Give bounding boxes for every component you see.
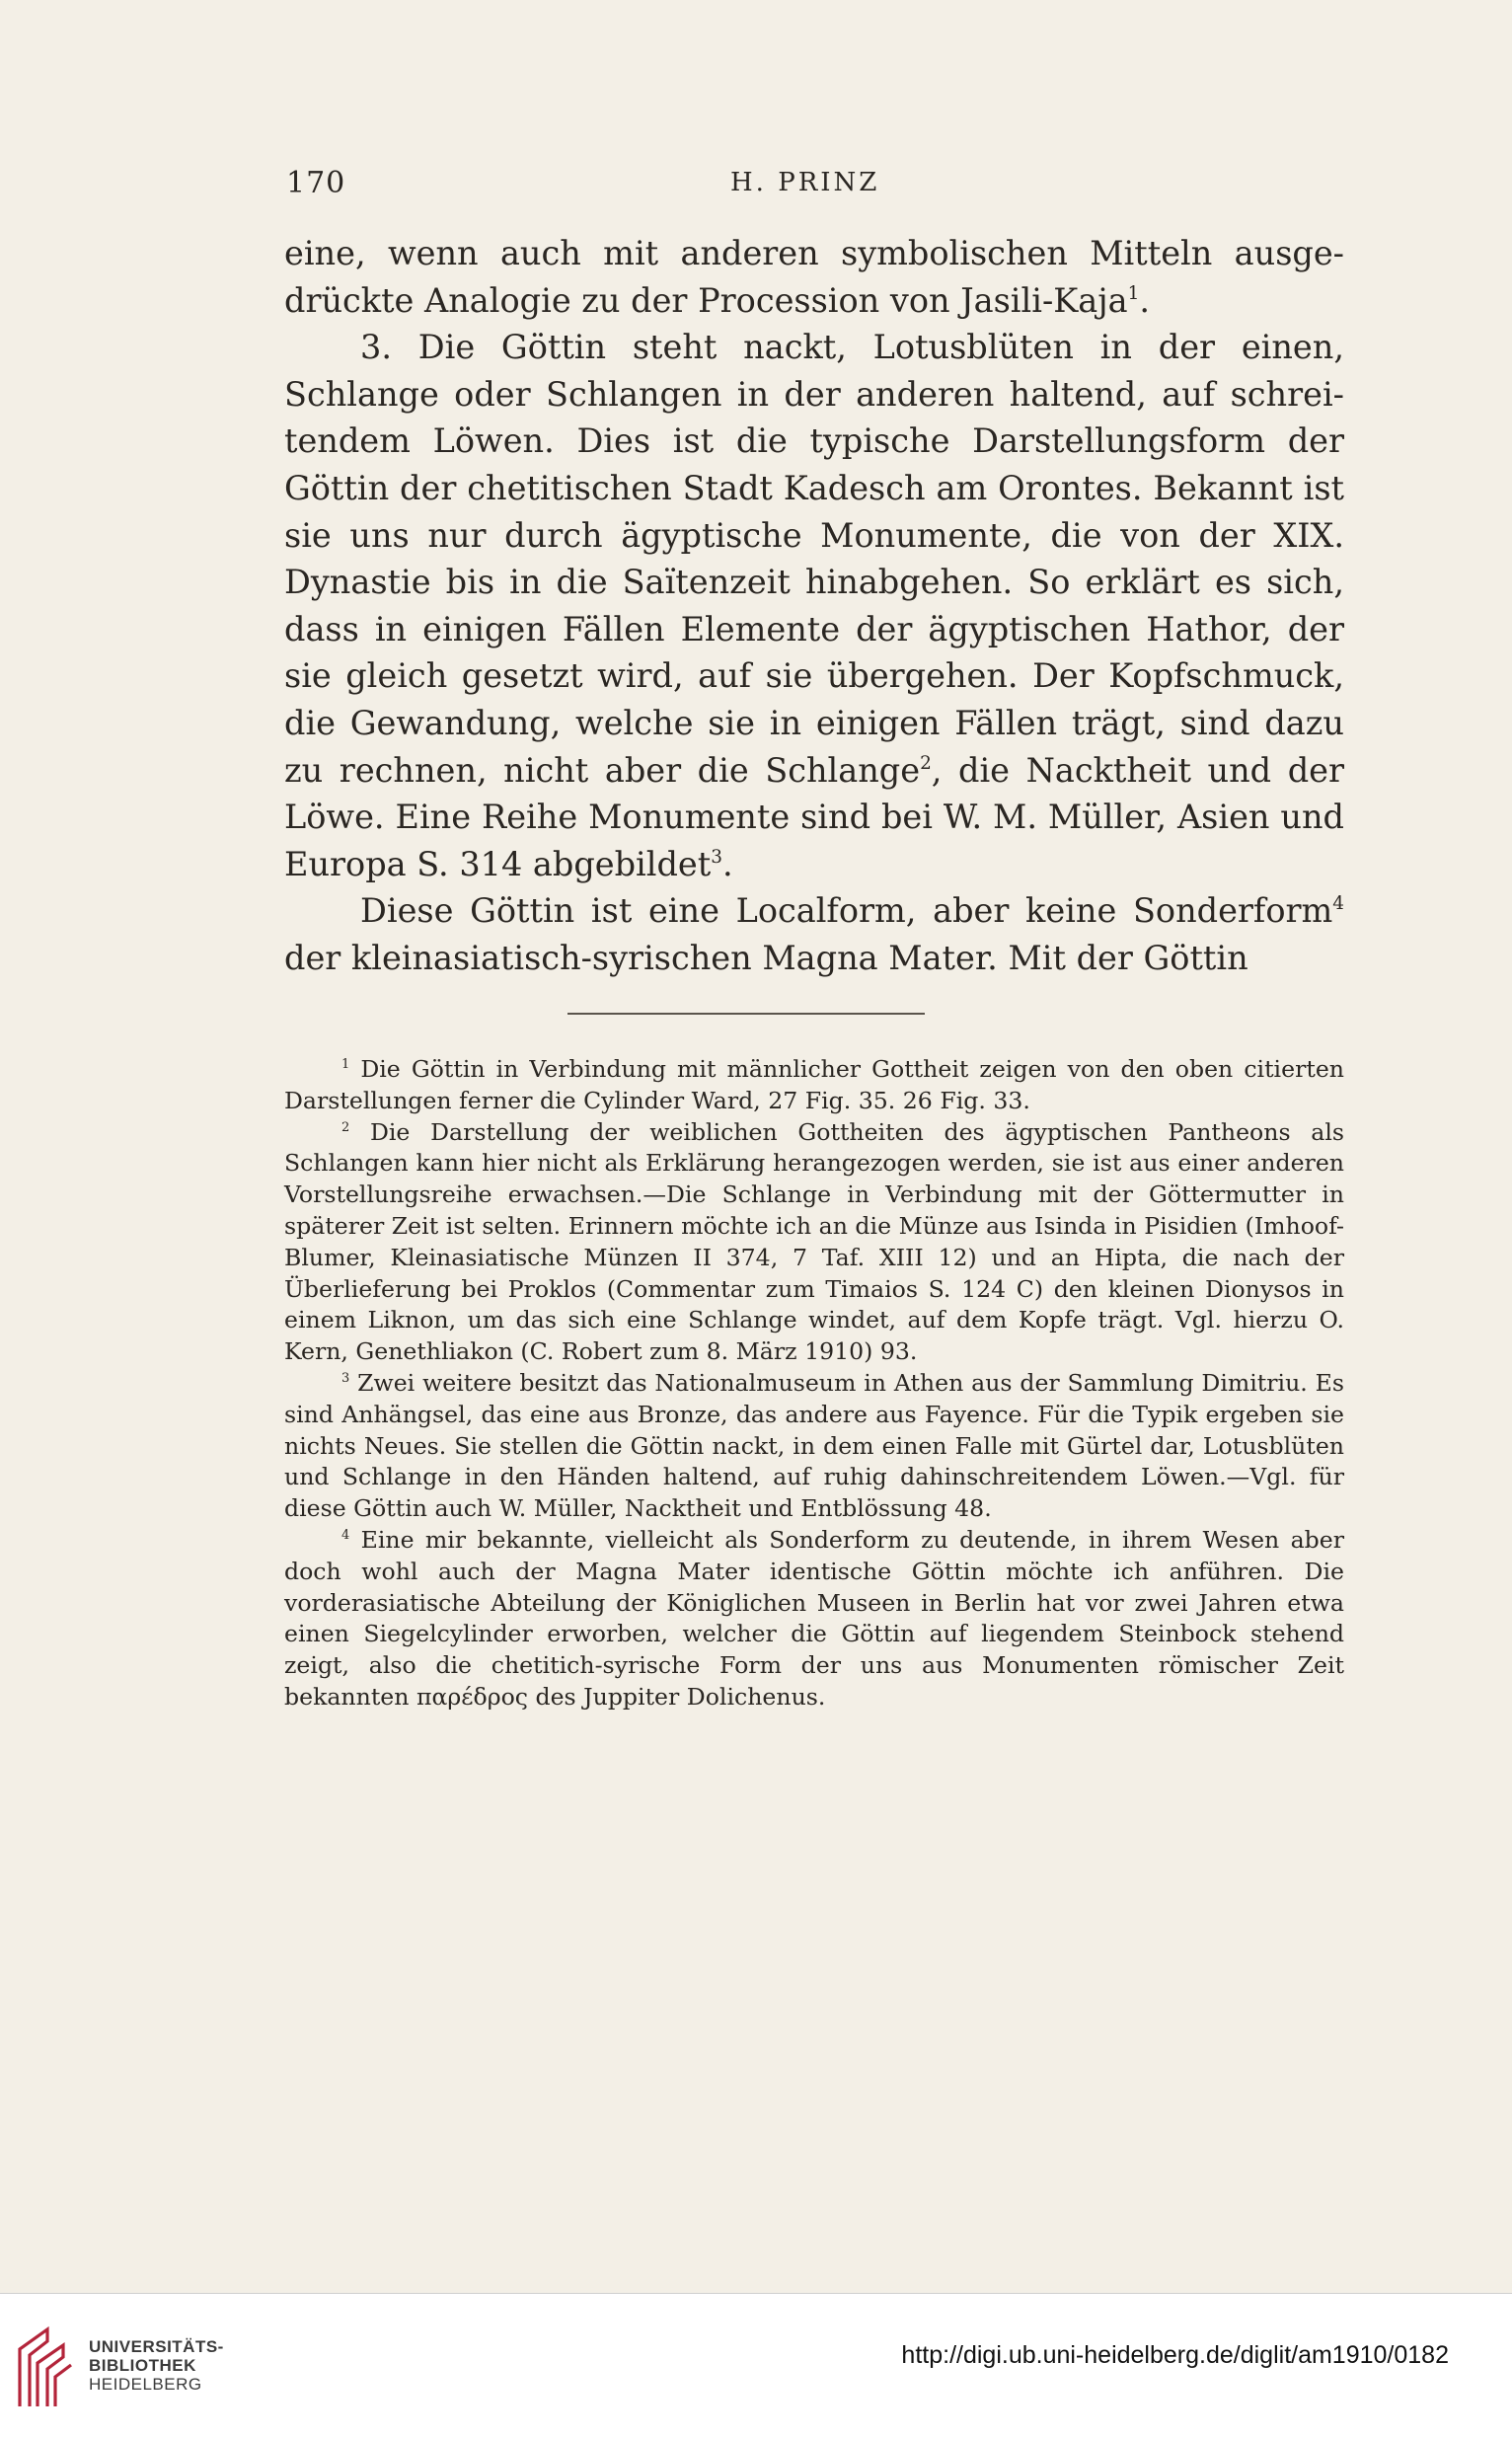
running-head: H. PRINZ — [730, 168, 880, 197]
paragraph-3 — [284, 887, 1344, 981]
footnote-marker: 1 — [341, 1056, 350, 1072]
paragraph-2 — [284, 324, 1344, 887]
footnote-2 — [284, 1117, 1344, 1368]
footnote-marker: 2 — [341, 1119, 350, 1135]
page-header — [286, 166, 1342, 205]
library-name-line: BIBLIOTHEK — [89, 2356, 196, 2375]
footnote-separator — [567, 1013, 925, 1015]
text-run: , die Nacktheit und der Löwe. Eine Reihe Monumente sind bei W. M. Müller, Asien und Europa S. 314 abgebildet — [284, 750, 1344, 883]
footnote-text: Die Darstellung der weiblichen Gottheiten des ägyptischen Pantheons als Schlangen kann hier nicht als Erklärung herangezogen werden, sie ist aus einer anderen Vorstellungsreihe erwachsen.—Die Schlange in Verbindung mit der Göttermutter in späterer Zeit ist selten. Erinnern möchte ich an die Münze aus Isinda in Pisidien (Imhoof-Blumer, Kleinasiatische Münzen II 374, 7 Taf. XIII 12) und an Hipta, die nach der Überlieferung bei Proklos (Commentar zum Timaios S. 124 C) den kleinen Dionysos in einem Liknon, um das sich eine Schlange windet, auf dem Kopfe trägt. Vgl. hierzu O. Kern, Genethliakon (C. Robert zum 8. März 1910) 93. — [284, 1117, 1344, 1366]
footnote-text: Eine mir bekannte, vielleicht als Sonderform zu deutende, in ihrem Wesen aber doch wohl auch der Magna Mater identische Göttin möchte ich anführen. Die vorderasiatische Abteilung der Königlichen Museen in Berlin hat vor zwei Jahren etwa einen Siegelcylinder erworben, welcher die Göttin auf liegendem Steinbock stehend zeigt, also die chetitich-syrische Form der uns aus Monumenten römischer Zeit bekannten παρέδρος des Juppiter Dolichenus. — [284, 1525, 1344, 1711]
viewer-footer — [0, 2293, 1512, 2437]
text-run: . — [721, 844, 733, 883]
library-logo-icon — [14, 2320, 77, 2414]
footnote-reference: 1 — [1127, 282, 1140, 304]
footnote-4 — [284, 1525, 1344, 1714]
library-name-line: HEIDELBERG — [89, 2375, 202, 2394]
text-run: der kleinasiatisch-syrischen Magna Mater. Mit der Göttin — [284, 938, 1248, 977]
library-name — [89, 2337, 224, 2394]
text-run: eine, wenn auch mit anderen symbolischen Mitteln ausgedrückte Analogie zu der Procession von Jasili-Kaja — [284, 234, 1344, 320]
paragraph-1 — [284, 230, 1344, 324]
footnote-reference: 4 — [1332, 893, 1344, 915]
text-run: 3. Die Göttin steht nackt, Lotusblüten in der einen, Schlange oder Schlangen in der anderen haltend, auf schreitendem Löwen. Dies ist die typische Darstellungsform der Göttin der chetitischen Stadt Kadesch am Orontes. Bekannt ist sie uns nur durch ägyptische Monumente, die von der XIX. Dynastie bis in die Saïtenzeit hinabgehen. So erklärt es sich, dass in einigen Fällen Elemente der ägyptischen Hathor, der sie gleich gesetzt wird, auf sie übergehen. Der Kopfschmuck, die Gewandung, welche sie in einigen Fällen trägt, sind dazu zu rechnen, nicht aber die Schlange — [284, 328, 1344, 790]
footnote-text: Die Göttin in Verbindung mit männlicher Gottheit zeigen von den oben citierten Darstellungen ferner die Cylinder Ward, 27 Fig. 35. 26 Fig. 33. — [284, 1055, 1344, 1114]
footnote-3 — [284, 1368, 1344, 1525]
footnote-text: Zwei weitere besitzt das Nationalmuseum in Athen aus der Sammlung Dimitriu. Es sind Anhängsel, das eine aus Bronze, das andere aus Fayence. Für die Typik ergeben sie nichts Neues. Sie stellen die Göttin nackt, in dem einen Falle mit Gürtel dar, Lotusblüten und Schlange in den Händen haltend, auf ruhig dahinschreitendem Löwen.—Vgl. für diese Göttin auch W. Müller, Nacktheit und Entblössung 48. — [284, 1368, 1344, 1523]
main-text — [284, 230, 1344, 982]
footnotes — [284, 1054, 1344, 1714]
footnote-reference: 2 — [920, 752, 932, 774]
page-number: 170 — [286, 166, 346, 200]
footnote-marker: 3 — [341, 1370, 350, 1386]
library-name-line: UNIVERSITÄTS- — [89, 2337, 224, 2356]
source-url-link[interactable]: http://digi.ub.uni-heidelberg.de/diglit/am1910/0182 — [901, 2341, 1449, 2369]
footnote-1 — [284, 1054, 1344, 1117]
footnote-reference: 3 — [711, 846, 722, 868]
footnote-marker: 4 — [341, 1527, 350, 1543]
text-run: . — [1139, 280, 1151, 320]
text-run: Diese Göttin ist eine Localform, aber keine Sonderform — [360, 891, 1333, 931]
